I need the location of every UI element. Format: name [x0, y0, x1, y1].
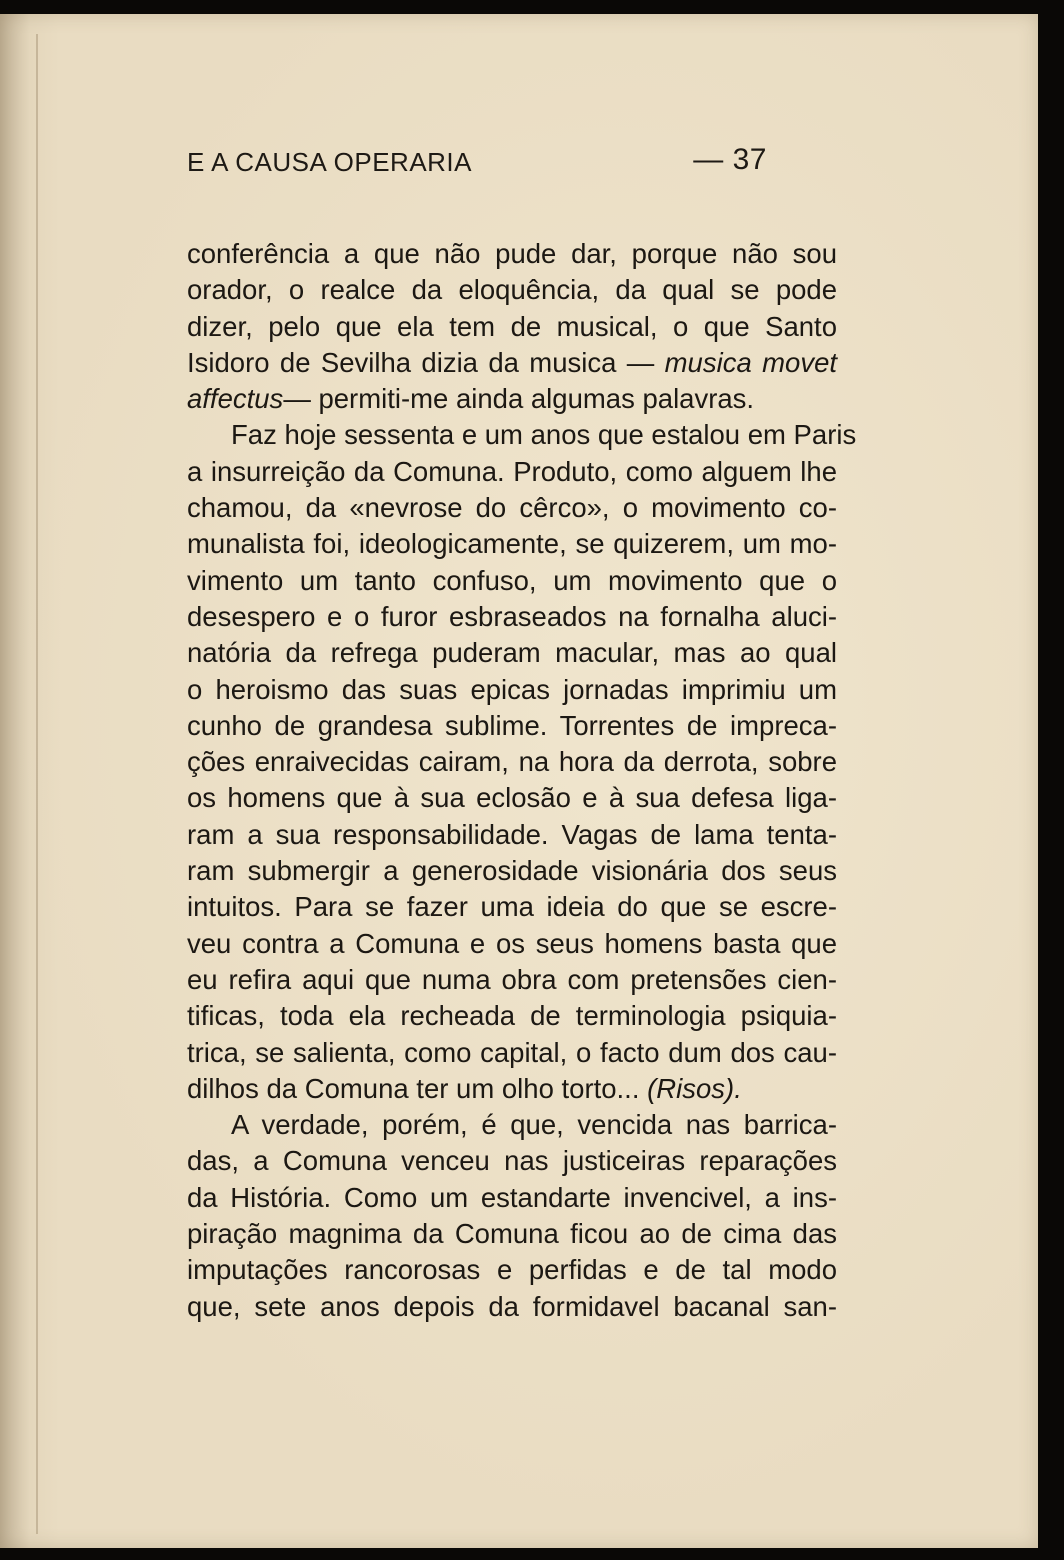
- running-title: E A CAUSA OPERARIA: [187, 147, 472, 177]
- page-number: — 37: [693, 143, 767, 176]
- text-line: ções enraivecidas cairam, na hora da derrota, sobre: [187, 746, 837, 778]
- text-line: ram a sua responsabilidade. Vagas de lama tenta-: [187, 818, 837, 850]
- italic-phrase: affectus: [187, 383, 284, 415]
- text-line: Faz hoje sessenta e um anos que estalou em Paris: [231, 419, 857, 451]
- text-line: conferência a que não pude dar, porque não sou: [187, 238, 837, 269]
- text-line: dizer, pelo que ela tem de musical, o que Santo: [187, 310, 837, 342]
- text-line: os homens que à sua eclosão e à sua defesa liga-: [187, 782, 837, 814]
- page-gutter-shadow: [36, 34, 38, 1534]
- text-line: veu contra a Comuna e os seus homens basta que: [187, 927, 837, 959]
- text-line: o heroismo das suas epicas jornadas imprimiu um: [187, 673, 837, 705]
- italic-phrase: (Risos).: [647, 1072, 742, 1104]
- text-line: desespero e o furor esbraseados na fornalha aluci-: [187, 600, 837, 632]
- text-line-with-italic: [187, 345, 837, 381]
- body-text: [187, 236, 857, 1325]
- text-line: tificas, toda ela recheada de terminologia psiquia-: [187, 1000, 837, 1032]
- text-line: natória da refrega puderam macular, mas ao qual: [187, 637, 837, 669]
- text-line: A verdade, porém, é que, vencida nas barrica-: [231, 1109, 837, 1141]
- text-line-with-italic: [187, 381, 837, 417]
- text-line: vimento um tanto confuso, um movimento que o: [187, 564, 837, 596]
- text-segment: Isidoro de Sevilha dizia da musica —: [187, 346, 655, 378]
- text-line: imputações rancorosas e perfidas e de tal modo: [187, 1254, 837, 1286]
- text-line: ram submergir a generosidade visionária dos seus: [187, 855, 837, 887]
- italic-phrase: musica movet: [664, 346, 837, 378]
- text-segment: dilhos da Comuna ter um olho torto...: [187, 1072, 640, 1104]
- text-line-with-italic: [187, 1071, 837, 1107]
- text-line: eu refira aqui que numa obra com pretensões cien-: [187, 963, 837, 995]
- text-line: piração magnima da Comuna ficou ao de cima das: [187, 1218, 837, 1250]
- text-line: a insurreição da Comuna. Produto, como alguem lhe: [187, 455, 837, 487]
- text-line: chamou, da «nevrose do cêrco», o movimento co-: [187, 492, 837, 524]
- text-line: orador, o realce da eloquência, da qual se pode: [187, 274, 837, 306]
- text-segment: — permiti-me ainda algumas palavras.: [283, 383, 755, 415]
- text-line: cunho de grandesa sublime. Torrentes de impreca-: [187, 709, 837, 741]
- text-line: da História. Como um estandarte invencivel, a ins-: [187, 1181, 837, 1213]
- text-line: intuitos. Para se fazer uma ideia do que se escre-: [187, 891, 837, 923]
- text-line: das, a Comuna venceu nas justiceiras reparações: [187, 1145, 837, 1177]
- text-line: trica, se salienta, como capital, o facto dum dos cau-: [187, 1036, 837, 1068]
- page-header: [187, 143, 767, 183]
- text-line: munalista foi, ideologicamente, se quizerem, um mo-: [187, 528, 837, 560]
- text-line: que, sete anos depois da formidavel bacanal san-: [187, 1290, 837, 1322]
